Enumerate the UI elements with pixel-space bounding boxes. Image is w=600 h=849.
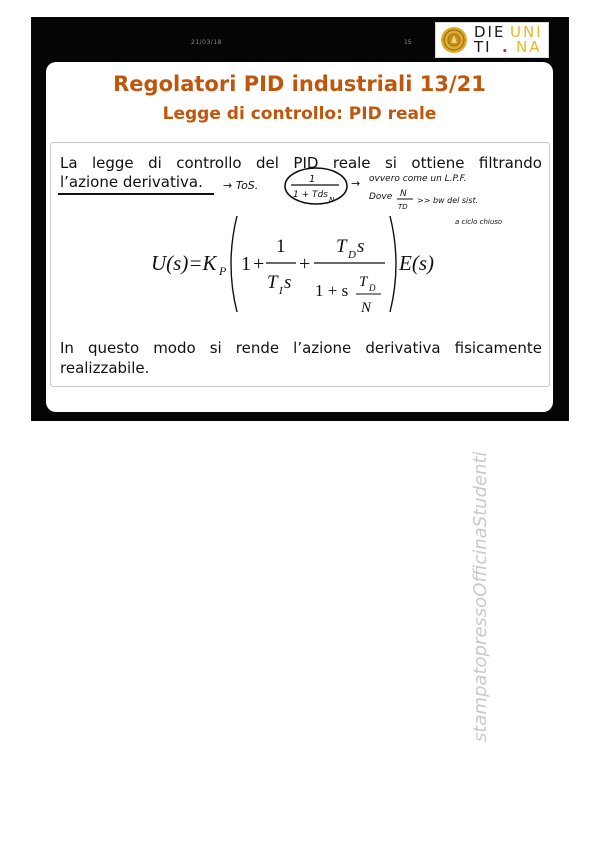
formula-plus-2: +: [299, 253, 311, 275]
formula-lhs: U(s)=K: [151, 251, 217, 275]
frac2-numerator: T: [336, 236, 347, 257]
logo-text-na: NA: [516, 38, 542, 56]
hand-box-numerator: 1: [309, 174, 316, 185]
slide: [31, 17, 569, 421]
hand-arrow-2: →: [351, 177, 361, 190]
frac2-denominator-prefix: 1 + s: [315, 281, 349, 300]
frac1-denominator-s: s: [284, 272, 292, 293]
paragraph-2-line-1: In questo modo si rende l’azione derivativa fisicamente: [60, 339, 542, 357]
frac2-numerator-s: s: [357, 236, 365, 257]
print-watermark: stampatopressoOfficinaStudenti: [470, 451, 491, 742]
formula-plus-1: +: [253, 253, 265, 275]
paragraph-2-line-2: realizzabile.: [60, 359, 150, 377]
university-seal-icon: [440, 26, 468, 54]
frac2-inner-numerator: T: [359, 274, 368, 290]
frac2-numerator-sub: D: [348, 249, 356, 261]
slide-title: Regolatori PID industriali 13/21: [113, 72, 486, 96]
hand-note-toS: → ToS.: [223, 179, 259, 192]
logo-dot: .: [502, 38, 510, 56]
hand-note-closed-loop: a ciclo chiuso: [455, 218, 503, 226]
logo-text-die: DIE: [474, 23, 506, 41]
slide-page-number: 15: [404, 39, 412, 46]
hand-note-dove: Dove: [369, 192, 393, 202]
formula-lhs-sub: P: [219, 264, 227, 278]
pid-formula: [141, 208, 461, 320]
hand-note-bw: >> bw del sist.: [417, 196, 479, 205]
paragraph-2: [60, 338, 542, 378]
logo-text-ti: TI: [474, 38, 492, 56]
slide-subtitle: Legge di controllo: PID reale: [162, 104, 437, 124]
hand-note-lpf: ovvero come un L.P.F.: [369, 174, 467, 184]
formula-rhs: E(s): [399, 251, 434, 275]
frac1-numerator: 1: [276, 236, 286, 257]
right-paren: [390, 216, 396, 312]
hand-box-denominator-sub: N: [329, 196, 335, 204]
dieti-unina-logo: [435, 22, 549, 58]
frac1-denominator: T: [267, 272, 278, 293]
logo-text-uni: UNI: [510, 23, 543, 41]
slide-content-card: [46, 62, 553, 412]
hand-note-frac-den: TD: [398, 203, 408, 211]
hand-circle: [285, 168, 347, 204]
left-paren: [231, 216, 237, 312]
hand-note-frac-num: N: [400, 189, 407, 199]
paragraph-line-1: La legge di controllo del PID reale si ottiene filtrando: [60, 154, 542, 172]
content-box: [50, 142, 550, 387]
frac1-denominator-sub: I: [279, 285, 283, 297]
paragraph-line-2: l’azione derivativa.: [60, 173, 203, 191]
frac2-inner-denominator: N: [361, 300, 372, 316]
formula-one: 1: [241, 253, 251, 275]
frac2-inner-numerator-sub: D: [369, 283, 376, 293]
hand-box-denominator: 1 + Tds: [293, 190, 328, 200]
slide-date: 21/03/18: [191, 39, 222, 46]
